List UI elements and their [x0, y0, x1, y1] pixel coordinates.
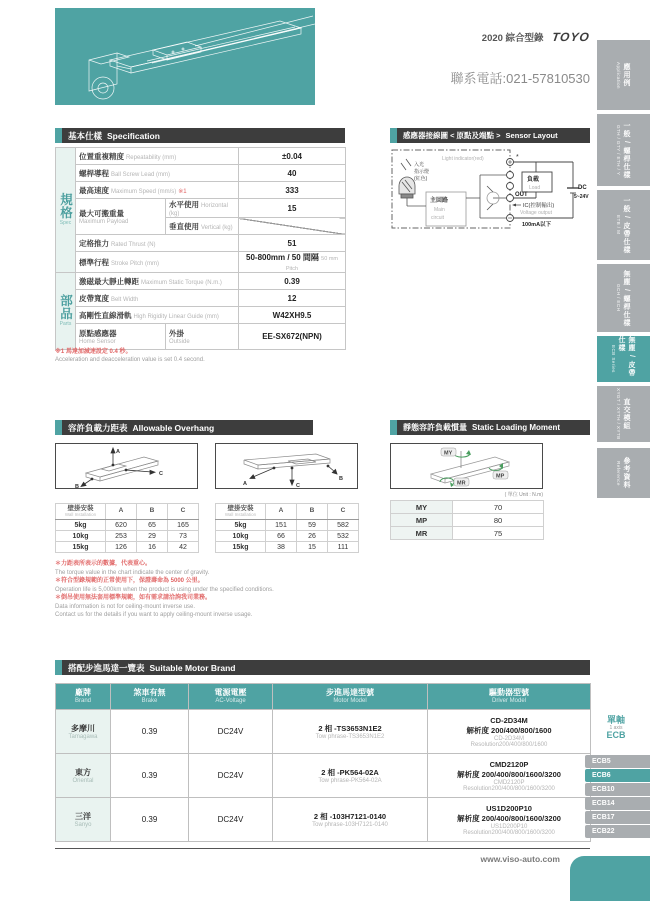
moment-title-en: Static Loading Moment [472, 423, 560, 432]
accent-square [390, 420, 397, 435]
table-row: 規格 Spec 位置重複精度 Repeatability (mm) ±0.04 [56, 148, 346, 165]
motor-title-zh: 搭配步進馬達一覽表 [68, 662, 145, 673]
ic-label: IC(控制輸出) [523, 203, 555, 209]
model-tab-ecb10[interactable]: ECB10 [585, 783, 650, 796]
spec-group-spec: 規格 Spec [56, 148, 76, 273]
axis-b-label: B [75, 484, 79, 488]
motor-section-header [55, 660, 590, 675]
moment-section-header [390, 420, 590, 435]
axis-a-label: A [243, 481, 247, 487]
overhang-diagram-left [55, 443, 198, 489]
table-row: 標準行程 Stroke Pitch (mm) 50-800mm / 50 間隔 50 mm Pitch [56, 252, 346, 273]
light-label-en: Light indicator(red) [442, 156, 484, 162]
current-limit-label: 100mA以下 [522, 222, 552, 228]
out-label: OUT [515, 192, 528, 198]
model-tab-ecb14[interactable]: ECB14 [585, 797, 650, 810]
contact-phone: 聯系電話:021-57810530 [450, 71, 590, 86]
catalog-title: 2020 綜合型錄 [481, 33, 544, 44]
table-header-row: 廠牌 Brand 煞車有無 Brake 電源電壓 AC-Voltage 步進馬達型號 Motor Model 驅動器型號 Driver Model [56, 684, 591, 710]
motor-title-en: Suitable Motor Brand [149, 662, 236, 673]
accent-square [55, 128, 62, 143]
axis-b-label: B [339, 476, 343, 482]
model-tab-ecb6[interactable]: ECB6 [585, 769, 650, 782]
sensor-wiring-diagram [390, 148, 590, 232]
table-row: 定格推力 Rated Thrust (N) 51 [56, 235, 346, 252]
table-row: 垂直使用 Vertical (kg) [56, 218, 346, 235]
spec-section-header [55, 128, 345, 143]
load-label-zh: 負載 [527, 177, 540, 183]
moment-diagram [390, 443, 543, 489]
overhang-notes: ＊力距表所表示的數據，代表重心。 The torque value in the chart indicate the center of gravity. ＊符合型錄規範的正常使用下，保證壽命為 5000 公里。 Operation life is 5,000km when the product is using under the specified conditions. ＊倒吊使用無法套用標準規範，如有需求請洽詢我司業務。 Data information is not for ceiling-mount inverse use. Contact us for the details if you want to apply ceiling-mount inverse usage. [55, 561, 274, 619]
main-circuit-label-en2: circuit [431, 215, 445, 221]
main-circuit-label-en1: Main [434, 207, 445, 213]
spec-title-zh: 基本仕樣 [68, 130, 103, 141]
model-tab-ecb5[interactable]: ECB5 [585, 755, 650, 768]
accent-square [55, 420, 62, 435]
table-row: MY 70 [391, 501, 544, 514]
table-row: MR 75 [391, 527, 544, 540]
spec-footnote: ※1 馬達加減速設定 0.4 秒。 Acceleration and deacceleration value is set 0.4 second. [55, 349, 205, 363]
star-mark: * [516, 154, 519, 161]
moment-title-zh: 靜態容許負載慣量 [403, 423, 467, 432]
sensor-title-zh: 感應器接線圖 < 原點及端點 > [403, 131, 501, 140]
sidebar-tab-ecb-series[interactable]: 無塵 / 皮帶仕樣 ECB Series [597, 336, 650, 382]
product-illustration [55, 8, 315, 105]
table-row: 最高速度 Maximum Speed (mm/s) ※1 333 [56, 182, 346, 199]
sidebar-tab-screw-cleanroom[interactable]: 無塵 / 螺桿仕樣 GCH / ECH [597, 264, 650, 332]
axis-a-label: A [116, 449, 120, 455]
sidebar-tab-screw-general[interactable]: 一般 / 螺桿仕樣 GTH / GTY / ETH / Y [597, 114, 650, 186]
axis-c-label: C [296, 483, 300, 488]
table-row: 東方 Oriental 0.39 DC24V 2 相 -PK564-02A Tow phrase-PK564-02A CMD2120P 解析度 200/400/800/1600/3200 CMD2120P Resolution200/400/800/1600/3200 [56, 754, 591, 798]
catalog-title-line [330, 30, 590, 44]
load-label-en: Load [529, 185, 541, 191]
website-url: www.viso-auto.com [480, 854, 560, 864]
spec-title-en: Specification [107, 130, 160, 141]
table-row: 10kg 253 29 73 [56, 531, 199, 542]
table-row: 多摩川 Tamagawa 0.39 DC24V 2 相 -TS3653N1E2 Tow phrase-TS3653N1E2 CD-2D34M 解析度 200/400/800/1600 CD-2D34M Resolution200/400/800/1600 [56, 710, 591, 754]
light-label-zh1: 入光 [414, 162, 425, 168]
main-circuit-label-zh: 主回路 [430, 198, 449, 204]
overhang-section-header [55, 420, 313, 435]
table-row: 原點感應器 Home Sensor 外掛 Outside EE-SX672(NPN) [56, 324, 346, 350]
corner-accent-shape [570, 856, 650, 901]
axis-c-label: C [159, 471, 163, 477]
footer-divider [55, 848, 590, 849]
spec-group-parts: 部品 Parts [56, 273, 76, 350]
overhang-title-en: Allowable Overhang [132, 422, 215, 433]
unit-note: ( 單位 Unit : N.m) [504, 492, 543, 498]
table-row: 皮帶寬度 Belt Width 12 [56, 290, 346, 307]
model-tab-ecb22[interactable]: ECB22 [585, 825, 650, 838]
table-header-row: 壁掛安裝 Wall Installation A B C [216, 504, 359, 520]
accent-square [55, 660, 62, 675]
dc-voltage-label: 5~24V [574, 194, 589, 200]
motor-table [55, 683, 591, 842]
sidebar-tab-cartesian[interactable]: 直交模組 XYGT / XYTH / XYTB [597, 386, 650, 442]
sensor-section-header [390, 128, 590, 143]
table-row: 5kg 151 59 582 [216, 520, 359, 531]
moment-table [390, 500, 544, 540]
table-row: 螺桿導程 Ball Screw Lead (mm) 40 [56, 165, 346, 182]
table-row: 三洋 Sanyo 0.39 DC24V 2 相 -103H7121-0140 Tow phrase-103H7121-0140 US1D200P10 解析度 200/400/800/1600/3200 US1D200P10 Resolution200/400/800/1600/3200 [56, 798, 591, 842]
mr-diagram-label: MR [457, 480, 466, 487]
model-tab-ecb17[interactable]: ECB17 [585, 811, 650, 824]
table-row: 高剛性直線滑軌 High Rigidity Linear Guide (mm) W42XH9.5 [56, 307, 346, 324]
accent-square [390, 128, 397, 143]
overhang-title-zh: 容許負載力距表 [68, 422, 128, 433]
light-label-zh3: (紅色) [414, 176, 428, 182]
table-row: 最大可搬重量 Maximum Payload 水平使用 Horizontal (kg) 15 [56, 199, 346, 218]
my-diagram-label: MY [444, 450, 453, 457]
overhang-diagram-right [215, 443, 358, 489]
dc-label: DC [578, 185, 587, 191]
table-row: 15kg 126 16 42 [56, 542, 199, 553]
table-row: 5kg 620 65 165 [56, 520, 199, 531]
linear-actuator-drawing [55, 8, 315, 105]
brand-logo: TOYO [551, 30, 591, 44]
light-label-zh2: 指示燈 [414, 169, 430, 175]
overhang-table-left [55, 503, 199, 553]
table-header-row: 壁掛安裝 Wall Installation A B C [56, 504, 199, 520]
table-row: 部品 Parts 激磁最大靜止轉距 Maximum Static Torque (N.m.) 0.39 [56, 273, 346, 290]
spec-table [55, 147, 346, 350]
sidebar-tab-application[interactable]: 應用例 Application [597, 40, 650, 110]
sensor-title-en: Sensor Layout [505, 131, 558, 140]
sidebar-tab-reference[interactable]: 參考資料 Reference [597, 448, 650, 498]
voltage-output-label: Voltage output [520, 210, 552, 216]
table-row: MP 80 [391, 514, 544, 527]
table-row: 10kg 66 26 532 [216, 531, 359, 542]
mp-diagram-label: MP [496, 473, 505, 480]
series-group-label: 單軸 1 axis ECB [606, 715, 626, 741]
table-row: 15kg 38 15 111 [216, 542, 359, 553]
empty-slash-cell [239, 218, 346, 235]
sidebar-tab-belt-general[interactable]: 一般 / 皮帶仕樣 ETB / M [597, 190, 650, 260]
overhang-table-right [215, 503, 359, 553]
